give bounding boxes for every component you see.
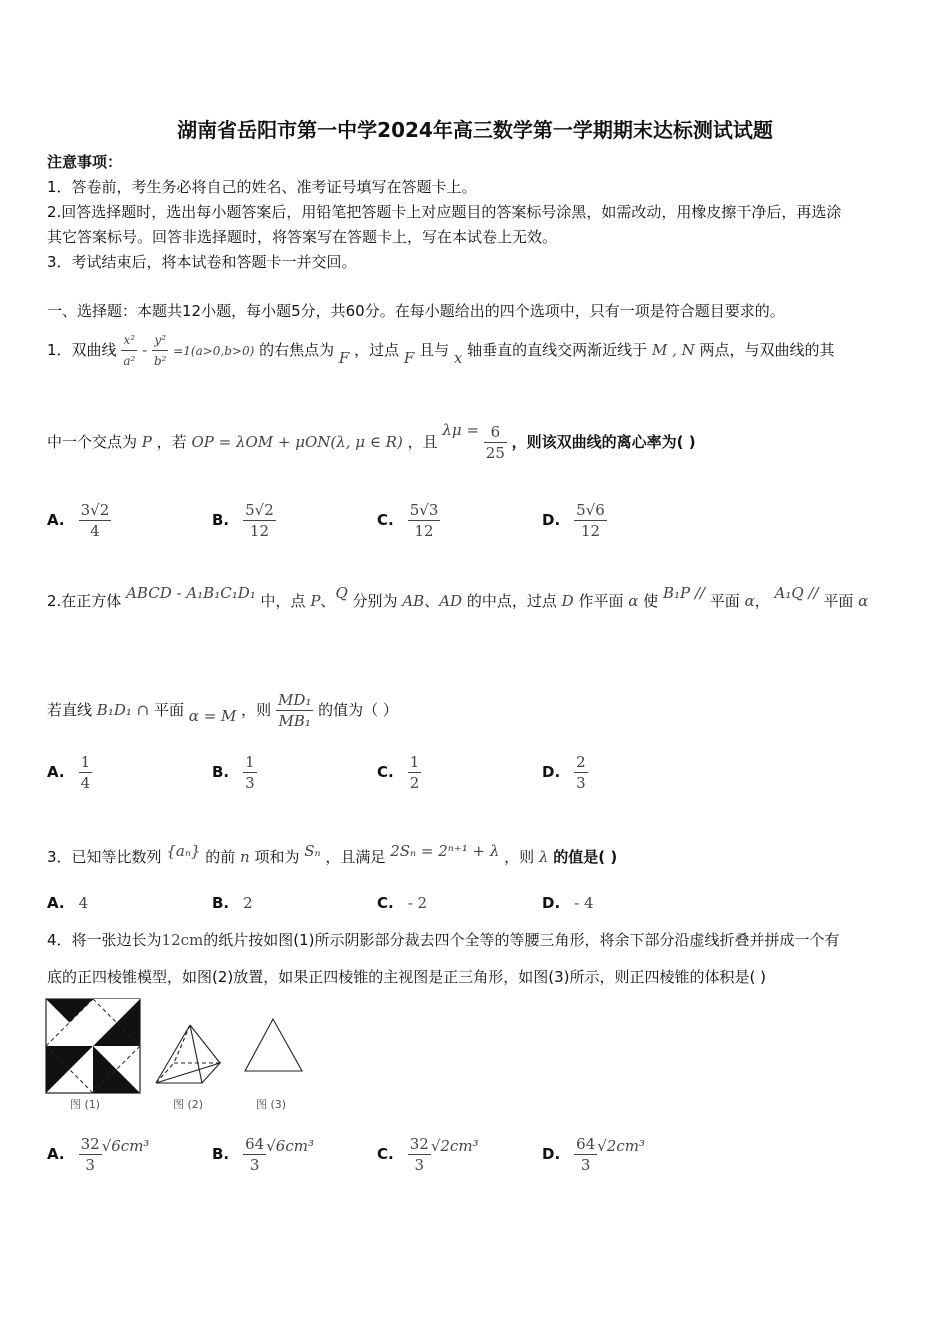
question-4-line-1 [47,929,840,951]
question-1-line-2 [47,422,696,463]
q1-frac-625: $\frac{6}{25}$ [485,423,505,462]
q3-equation: 2Sₙ = 2ⁿ⁺¹ + λ [390,842,500,860]
q2-text: 中，点 [260,592,306,610]
q2-Q: Q [335,584,348,602]
q3-n: n [240,848,250,866]
q3-lambda: λ [538,848,549,866]
q4-text: 的纸片按如图(1)所示阴影部分裁去四个全等的等腰三角形，将余下部分沿虚线折叠并拼成一个有 [203,931,840,949]
q1-P: P [141,433,152,451]
q2-text: 的值为（ ） [318,701,398,719]
figure-1-square [46,999,140,1093]
q1-F: F [403,349,415,367]
q1-text: ，若 [156,433,187,451]
q2-text: ，则 [241,701,272,719]
q3-text: 3．已知等比数列 [47,848,162,866]
q4-option-b[interactable]: B. $\frac{64}{3}$ √6cm³ [212,1135,314,1174]
q1-option-b[interactable]: B. $\frac{5√2}{12}$ [212,501,274,540]
q2-text: 若直线 [47,701,93,719]
q2-ratio: $\frac{\text{MD₁}}{\text{MB₁}}$ [277,691,312,730]
question-2-line-1 [47,584,869,612]
q3-text: ，且满足 [325,848,386,866]
q2-B1D1: B₁D₁ ∩ [96,701,150,719]
q1-text: 的右焦点为 [259,341,335,359]
q2-text: 平面 [154,701,185,719]
q1-MN: M , N [651,341,695,359]
question-1-line-1 [47,330,835,371]
q3-option-b[interactable]: B. 2 [212,894,253,912]
q3-Sn: Sₙ [304,842,321,860]
q2-AB: AB [402,592,425,610]
figure-3-triangle [245,1019,302,1071]
q1-frac-y: $\frac{\text{y²}}{\text{b²}}$ [152,330,169,371]
page-title: 湖南省岳阳市第一中学2024年高三数学第一学期期末达标测试试题 [177,118,773,142]
q2-text: 平面 [823,592,854,610]
q2-alpha: α [744,592,755,610]
q3-option-a[interactable]: A. 4 [47,894,89,912]
q3-text: 的前 [205,848,236,866]
q2-alpha: α [858,592,869,610]
q3-text: 的值是( ) [553,848,618,866]
q2-alpha-M: α = M [188,707,237,725]
q3-option-d[interactable]: D. - 4 [542,894,594,912]
notice-item: 1．答卷前，考生务必将自己的姓名、准考证号填写在答题卡上。 [47,178,477,196]
q1-text: ，过点 [354,341,400,359]
q1-option-a[interactable]: A. $\frac{3√2}{4}$ [47,501,110,540]
q1-text: 两点，与双曲线的其 [699,341,835,359]
q3-option-c[interactable]: C. - 2 [377,894,428,912]
q1-text: ，且 [407,433,438,451]
q1-text: ，则该双曲线的离心率为( ) [511,433,696,451]
q1-lambda-mu: λμ = [442,421,480,439]
q4-option-d[interactable]: D. $\frac{64}{3}$ √2cm³ [542,1135,645,1174]
q2-text: 分别为 [352,592,398,610]
notice-item: 其它答案标号。回答非选择题时，将答案写在答题卡上，写在本试卷上无效。 [47,228,558,246]
q2-B1P: B₁P // [662,584,705,602]
q1-text: 中一个交点为 [47,433,138,451]
q2-text: 平面 [709,592,740,610]
q3-an: {aₙ} [166,842,201,860]
question-3 [47,842,618,868]
q2-option-d[interactable]: D. $\frac{2}{3}$ [542,753,586,792]
q2-option-b[interactable]: B. $\frac{1}{3}$ [212,753,255,792]
q1-condition: =1(a>0,b>0) [173,344,255,358]
q2-P: P [310,592,321,610]
figure-3-label: 图 (3) [256,1098,287,1111]
q1-frac-x: $\frac{\text{x²}}{\text{a²}}$ [121,330,137,371]
q2-D: D [561,592,574,610]
q2-text: 2.在正方体 [47,592,122,610]
notice-item: 2.回答选择题时，选出每小题答案后，用铅笔把答题卡上对应题目的答案标号涂黑，如需改动，用橡皮擦干净后，再选涂 [47,203,842,221]
q1-minus: - [142,341,148,359]
q1-option-c[interactable]: C. $\frac{5√3}{12}$ [377,501,439,540]
q4-length: 12cm [161,931,204,949]
q3-text: 项和为 [254,848,300,866]
q2-option-c[interactable]: C. $\frac{1}{2}$ [377,753,420,792]
q2-text: 的中点，过点 [466,592,557,610]
q2-AD: AD [439,592,463,610]
q2-A1Q: A₁Q // [774,584,819,602]
q3-text: ，则 [504,848,535,866]
q1-text: 轴垂直的直线交两渐近线于 [467,341,648,359]
q4-text: 4．将一张边长为 [47,931,162,949]
q4-option-a[interactable]: A. $\frac{32}{3}$ √6cm³ [47,1135,150,1174]
q2-sep: 、 [424,592,440,610]
question-4-line-2: 底的正四棱锥模型，如图(2)放置，如果正四棱锥的主视图是正三角形，如图(3)所示，则正四棱锥的体积是( ) [47,968,766,986]
q1-option-d[interactable]: D. $\frac{5√6}{12}$ [542,501,605,540]
section-heading: 一、选择题：本题共12小题，每小题5分，共60分。在每小题给出的四个选项中，只有一项是符合题目要求的。 [47,302,785,320]
q2-option-a[interactable]: A. $\frac{1}{4}$ [47,753,91,792]
figure-2-pyramid [156,1025,220,1083]
q2-sep: 、 [320,592,336,610]
q1-text: 1．双曲线 [47,341,117,359]
q1-vector-eq: OP = λOM + μON(λ, μ ∈ R) [191,433,403,451]
q2-text: 作平面 [578,592,624,610]
q4-option-c[interactable]: C. $\frac{32}{3}$ √2cm³ [377,1135,479,1174]
question-2-line-2 [47,690,398,731]
q2-comma: ， [754,592,770,610]
q2-alpha: α [628,592,639,610]
q1-x: x [453,349,463,367]
q2-text: 使 [643,592,659,610]
q2-cube: ABCD - A₁B₁C₁D₁ [126,584,256,602]
q1-F: F [338,349,350,367]
notice-item: 3．考试结束后，将本试卷和答题卡一并交回。 [47,253,357,271]
figure-1-label: 图 (1) [70,1098,101,1111]
q1-text: 且与 [419,341,450,359]
notice-heading: 注意事项： [47,153,123,171]
figure-2-label: 图 (2) [173,1098,204,1111]
